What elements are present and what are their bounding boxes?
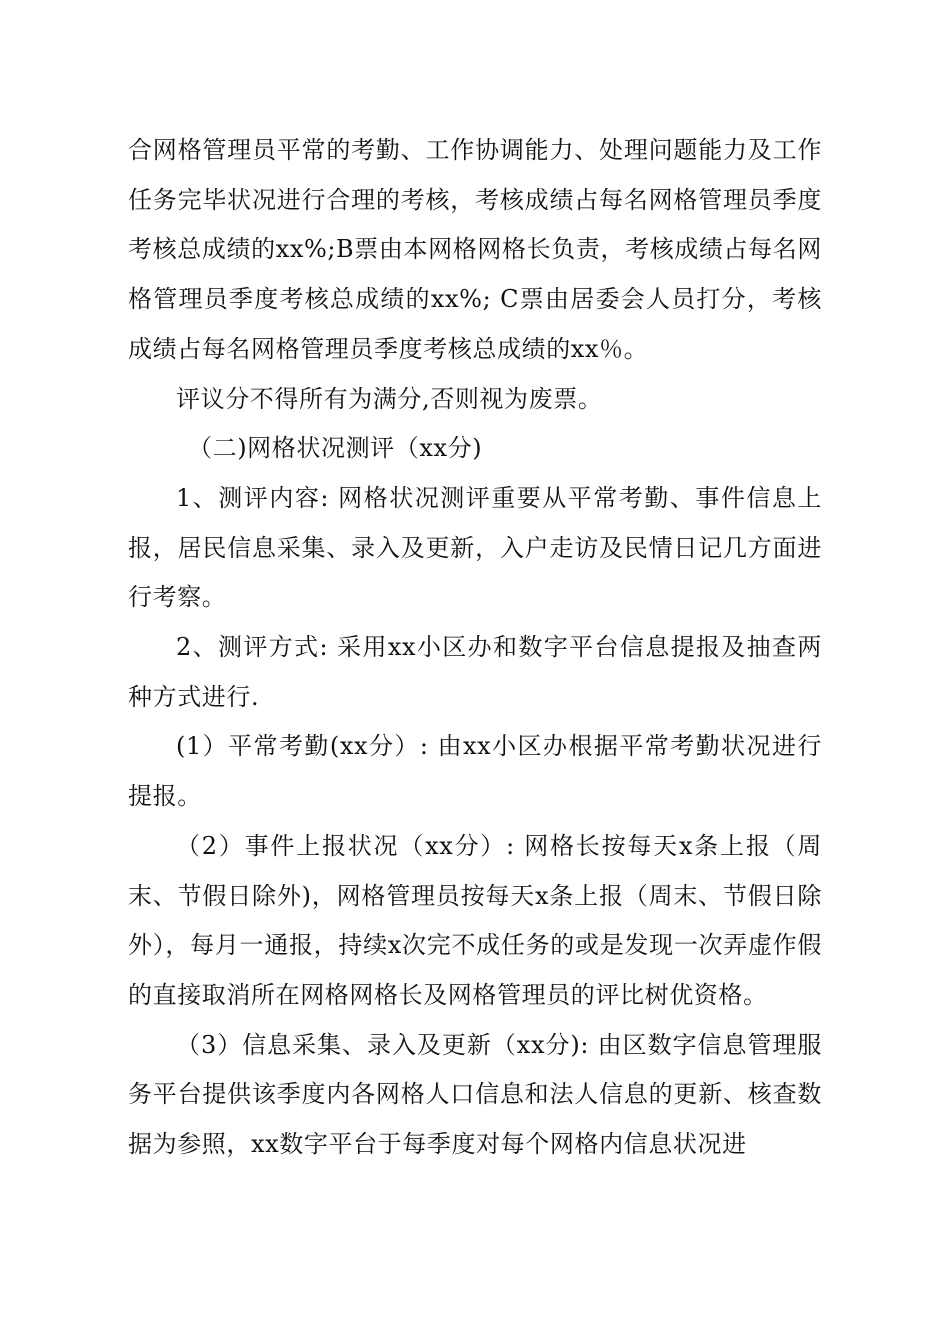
section-heading-grid-evaluation: （二)网格状况测评（xx分) [188, 434, 483, 463]
paragraph-invalid-ballot-rule: 评议分不得所有为满分,否则视为废票。 [176, 384, 603, 413]
paragraph-evaluation-method: 2、测评方式: 采用xx小区办和数字平台信息提报及抽查两种方式进行. [128, 633, 822, 711]
paragraph-information-collection: （3）信息采集、录入及更新（xx分): 由区数字信息管理服务平台提供该季度内各网格人口信息和法人信息的更新、核查数据为参照，xx数字平台于每季度对每个网格内信息状况进 [128, 1030, 822, 1159]
paragraph-event-reporting: （2）事件上报状况（xx分）: 网格长按每天x条上报（周末、节假日除外)，网格管理员按每天x条上报（周末、节假日除外），每月一通报，持续x次完不成任务的或是发现一次弄虚作假的直接取消所在网格网格长及网格管理员的评比树优资格。 [128, 831, 822, 1009]
paragraph-daily-attendance: (1）平常考勤(xx分）: 由xx小区办根据平常考勤状况进行提报。 [128, 732, 822, 811]
paragraph-evaluation-content: 1、测评内容: 网格状况测评重要从平常考勤、事件信息上报，居民信息采集、录入及更新，入户走访及民情日记几方面进行考察。 [128, 483, 822, 612]
paragraph-assessment-votes: 合网格管理员平常的考勤、工作协调能力、处理问题能力及工作任务完毕状况进行合理的考核，考核成绩占每名网格管理员季度考核总成绩的xx%;B票由本网格网格长负责，考核成绩占每名网格管理员季度考核总成绩的xx%; C票由居委会人员打分，考核成绩占每名网格管理员季度考核总成绩的xx％。 [128, 136, 822, 363]
document-body [128, 126, 822, 1170]
